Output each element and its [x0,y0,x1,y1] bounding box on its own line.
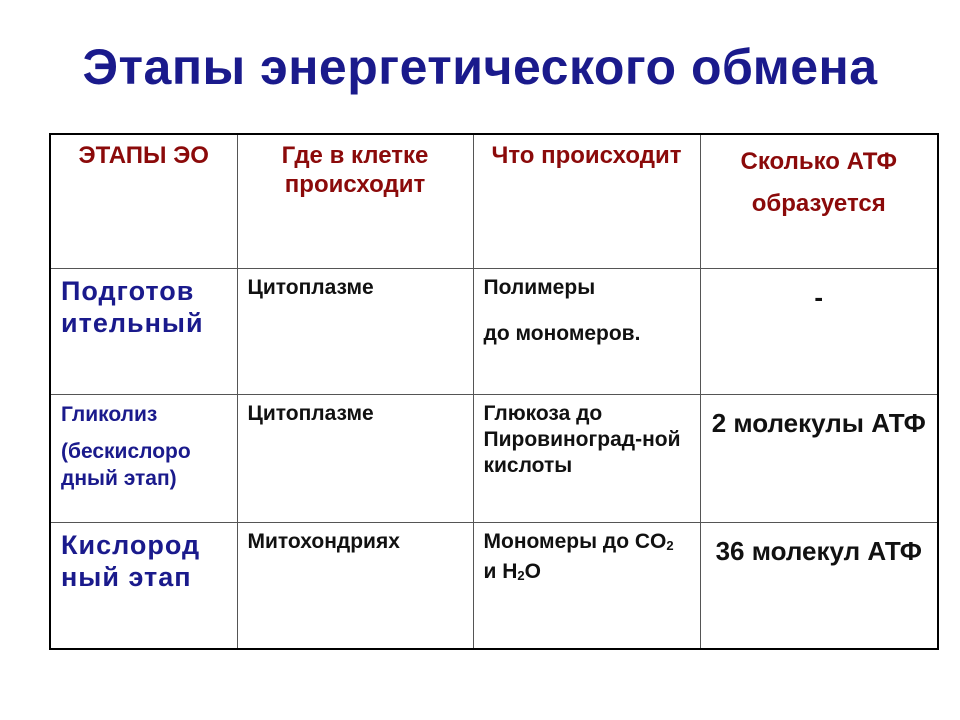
stage-oxygen: Кислород ный этап [50,522,237,649]
process-cell [473,268,700,394]
process-cell: Глюкоза до Пировиноград-ной кислоты [473,394,700,522]
header-stages: ЭТАПЫ ЭО [50,134,237,268]
table-header-row [50,134,938,268]
process-line: Полимеры [483,275,596,299]
process-text: и H [483,559,518,583]
header-atp-count: Сколько АТФ образуется [700,134,938,268]
atp-cell: 2 молекулы АТФ [700,394,938,522]
process-text: Мономеры до CO [483,529,667,553]
process-cell [473,522,700,649]
process-text: O [524,559,541,583]
process-line: до мономеров. [483,321,641,345]
header-process: Что происходит [473,134,700,268]
subscript: 2 [666,537,674,553]
header-location: Где в клетке происходит [237,134,473,268]
stage-preparatory: Подготов ительный [50,268,237,394]
location-cell: Цитоплазме [237,268,473,394]
energy-metabolism-table [49,133,939,650]
table-row [50,522,938,649]
table-row [50,268,938,394]
stage-note: (бескислоро дный этап) [61,439,191,490]
page-title: Этапы энергетического обмена [82,39,878,95]
location-cell: Цитоплазме [237,394,473,522]
atp-cell: 36 молекул АТФ [700,522,938,649]
location-cell: Митохондриях [237,522,473,649]
stage-name: Гликолиз [61,402,158,426]
stage-glycolysis [50,394,237,522]
subscript: 2 [517,567,525,583]
atp-cell: - [700,268,938,394]
table-row [50,394,938,522]
